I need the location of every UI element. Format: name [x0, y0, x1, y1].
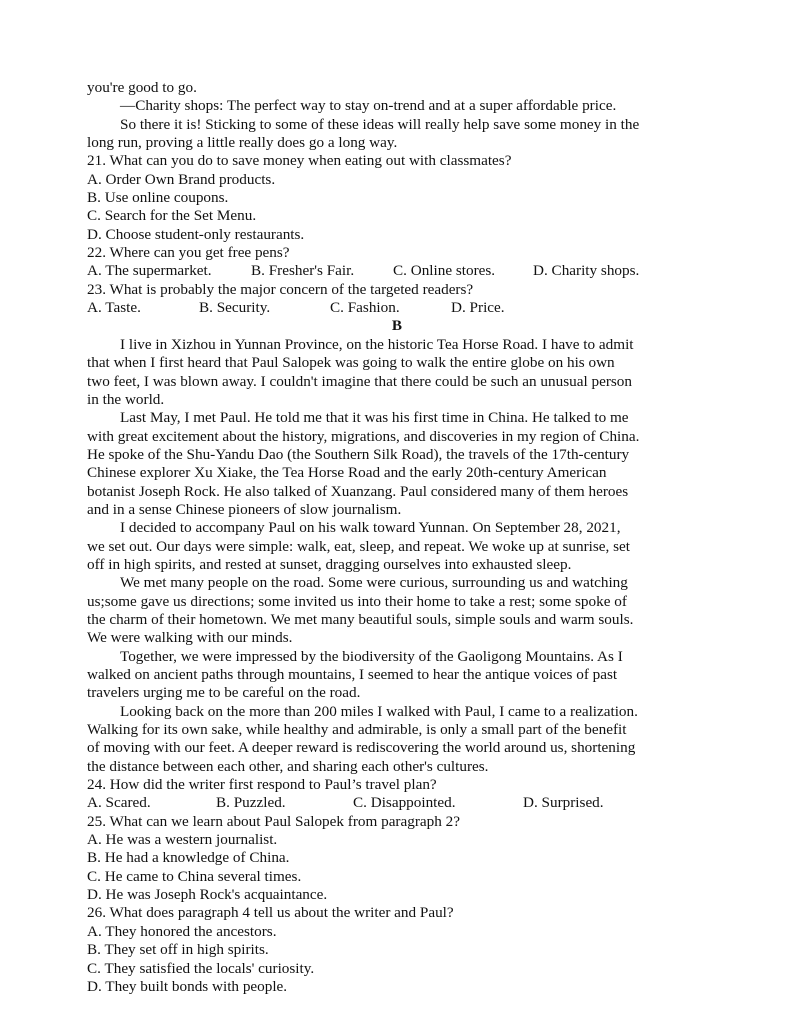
paragraph-line: I live in Xizhou in Yunnan Province, on the historic Tea Horse Road. I have to admit: [120, 335, 634, 353]
question-24-stem: 24. How did the writer first respond to Paul’s travel plan?: [87, 776, 437, 794]
paragraph-line: with great excitement about the history, migrations, and discoveries in my region of China.: [87, 427, 640, 445]
paragraph-line: and in a sense Chinese pioneers of slow journalism.: [87, 500, 402, 518]
passage-a-line: long run, proving a little really does go a long way.: [87, 134, 398, 152]
paragraph-line: of moving with our feet. A deeper reward is rediscovering the world around us, shortening: [87, 739, 636, 757]
paragraph-line: off in high spirits, and rested at sunset, dragging ourselves into exhausted sleep.: [87, 555, 572, 573]
question-24-options: [87, 794, 707, 812]
question-26-option-d: D. They built bonds with people.: [87, 977, 288, 995]
question-23-option-a: A. Taste.: [87, 299, 141, 317]
paragraph-line: Looking back on the more than 200 miles I walked with Paul, I came to a realization.: [120, 702, 638, 720]
question-25-option-c: C. He came to China several times.: [87, 867, 302, 885]
question-22-options: [87, 262, 707, 280]
question-21-option-c: C. Search for the Set Menu.: [87, 207, 257, 225]
paragraph-line: two feet, I was blown away. I couldn't imagine that there could be such an unusual person: [87, 372, 632, 390]
paragraph-line: I decided to accompany Paul on his walk toward Yunnan. On September 28, 2021,: [120, 519, 621, 537]
question-22-stem: 22. Where can you get free pens?: [87, 244, 290, 262]
paragraph-line: we set out. Our days were simple: walk, eat, sleep, and repeat. We woke up at sunrise, set: [87, 537, 630, 555]
question-26-option-a: A. They honored the ancestors.: [87, 922, 277, 940]
exam-page: [87, 79, 707, 996]
section-b-heading: B: [391, 317, 403, 335]
question-25-option-a: A. He was a western journalist.: [87, 831, 278, 849]
passage-a-line: you're good to go.: [87, 79, 197, 96]
paragraph-line: the charm of their hometown. We met many beautiful souls, simple souls and warm souls.: [87, 610, 634, 628]
question-25-option-d: D. He was Joseph Rock's acquaintance.: [87, 886, 328, 904]
paragraph-line: us;some gave us directions; some invited us into their home to take a rest; some spoke of: [87, 592, 627, 610]
paragraph-line: travelers urging me to be careful on the road.: [87, 684, 361, 702]
question-24-option-c: C. Disappointed.: [353, 794, 456, 812]
question-26-stem: 26. What does paragraph 4 tell us about the writer and Paul?: [87, 904, 454, 922]
question-21-option-a: A. Order Own Brand products.: [87, 170, 276, 188]
paragraph-line: He spoke of the Shu-Yandu Dao (the Southern Silk Road), the travels of the 17th-century: [87, 445, 630, 463]
question-22-option-b: B. Fresher's Fair.: [251, 262, 355, 280]
question-26-option-c: C. They satisfied the locals' curiosity.: [87, 959, 315, 977]
paragraph-line: in the world.: [87, 390, 165, 408]
question-21-option-b: B. Use online coupons.: [87, 189, 229, 207]
question-22-option-d: D. Charity shops.: [533, 262, 640, 280]
passage-a-line: —Charity shops: The perfect way to stay on-trend and at a super affordable price.: [120, 97, 617, 115]
paragraph-line: Last May, I met Paul. He told me that it was his first time in China. He talked to me: [120, 409, 629, 427]
paragraph-line: botanist Joseph Rock. He also talked of Xuanzang. Paul considered many of them heroes: [87, 482, 629, 500]
question-21-stem: 21. What can you do to save money when eating out with classmates?: [87, 152, 512, 170]
passage-a-line: So there it is! Sticking to some of these ideas will really help save some money in the: [120, 115, 640, 133]
paragraph-line: We met many people on the road. Some were curious, surrounding us and watching: [120, 574, 628, 592]
passage-b-paragraph-3: [87, 519, 707, 574]
question-23-option-c: C. Fashion.: [330, 299, 400, 317]
paragraph-line: walked on ancient paths through mountains, I seemed to hear the antique voices of past: [87, 666, 618, 683]
paragraph-line: that when I first heard that Paul Salopek was going to walk the entire globe on his own: [87, 354, 615, 372]
passage-b-paragraph-5: [87, 648, 707, 703]
passage-b-paragraph-2: [87, 409, 707, 519]
paragraph-line: Together, we were impressed by the biodiversity of the Gaoligong Mountains. As I: [120, 647, 623, 665]
paragraph-line: Walking for its own sake, while healthy and admirable, is only a small part of the benefit: [87, 721, 627, 739]
paragraph-line: Chinese explorer Xu Xiake, the Tea Horse Road and the early 20th-century American: [87, 464, 607, 482]
question-25-stem: 25. What can we learn about Paul Salopek from paragraph 2?: [87, 812, 460, 830]
question-24-option-d: D. Surprised.: [523, 794, 604, 812]
paragraph-line: the distance between each other, and sharing each other's cultures.: [87, 757, 489, 775]
question-22-option-c: C. Online stores.: [393, 262, 496, 280]
question-23-stem: 23. What is probably the major concern of the targeted readers?: [87, 280, 474, 298]
passage-b-paragraph-6: [87, 703, 707, 776]
question-26-option-b: B. They set off in high spirits.: [87, 941, 269, 959]
paragraph-line: We were walking with our minds.: [87, 629, 293, 647]
question-22-option-a: A. The supermarket.: [87, 262, 212, 280]
question-24-option-b: B. Puzzled.: [216, 794, 286, 812]
passage-b-paragraph-4: [87, 574, 707, 647]
question-24-option-a: A. Scared.: [87, 794, 151, 812]
question-21-option-d: D. Choose student-only restaurants.: [87, 225, 305, 243]
question-23-options: [87, 299, 707, 317]
question-23-option-b: B. Security.: [199, 299, 271, 317]
question-23-option-d: D. Price.: [451, 299, 505, 317]
question-25-option-b: B. He had a knowledge of China.: [87, 849, 290, 867]
passage-b-paragraph-1: [87, 336, 707, 409]
